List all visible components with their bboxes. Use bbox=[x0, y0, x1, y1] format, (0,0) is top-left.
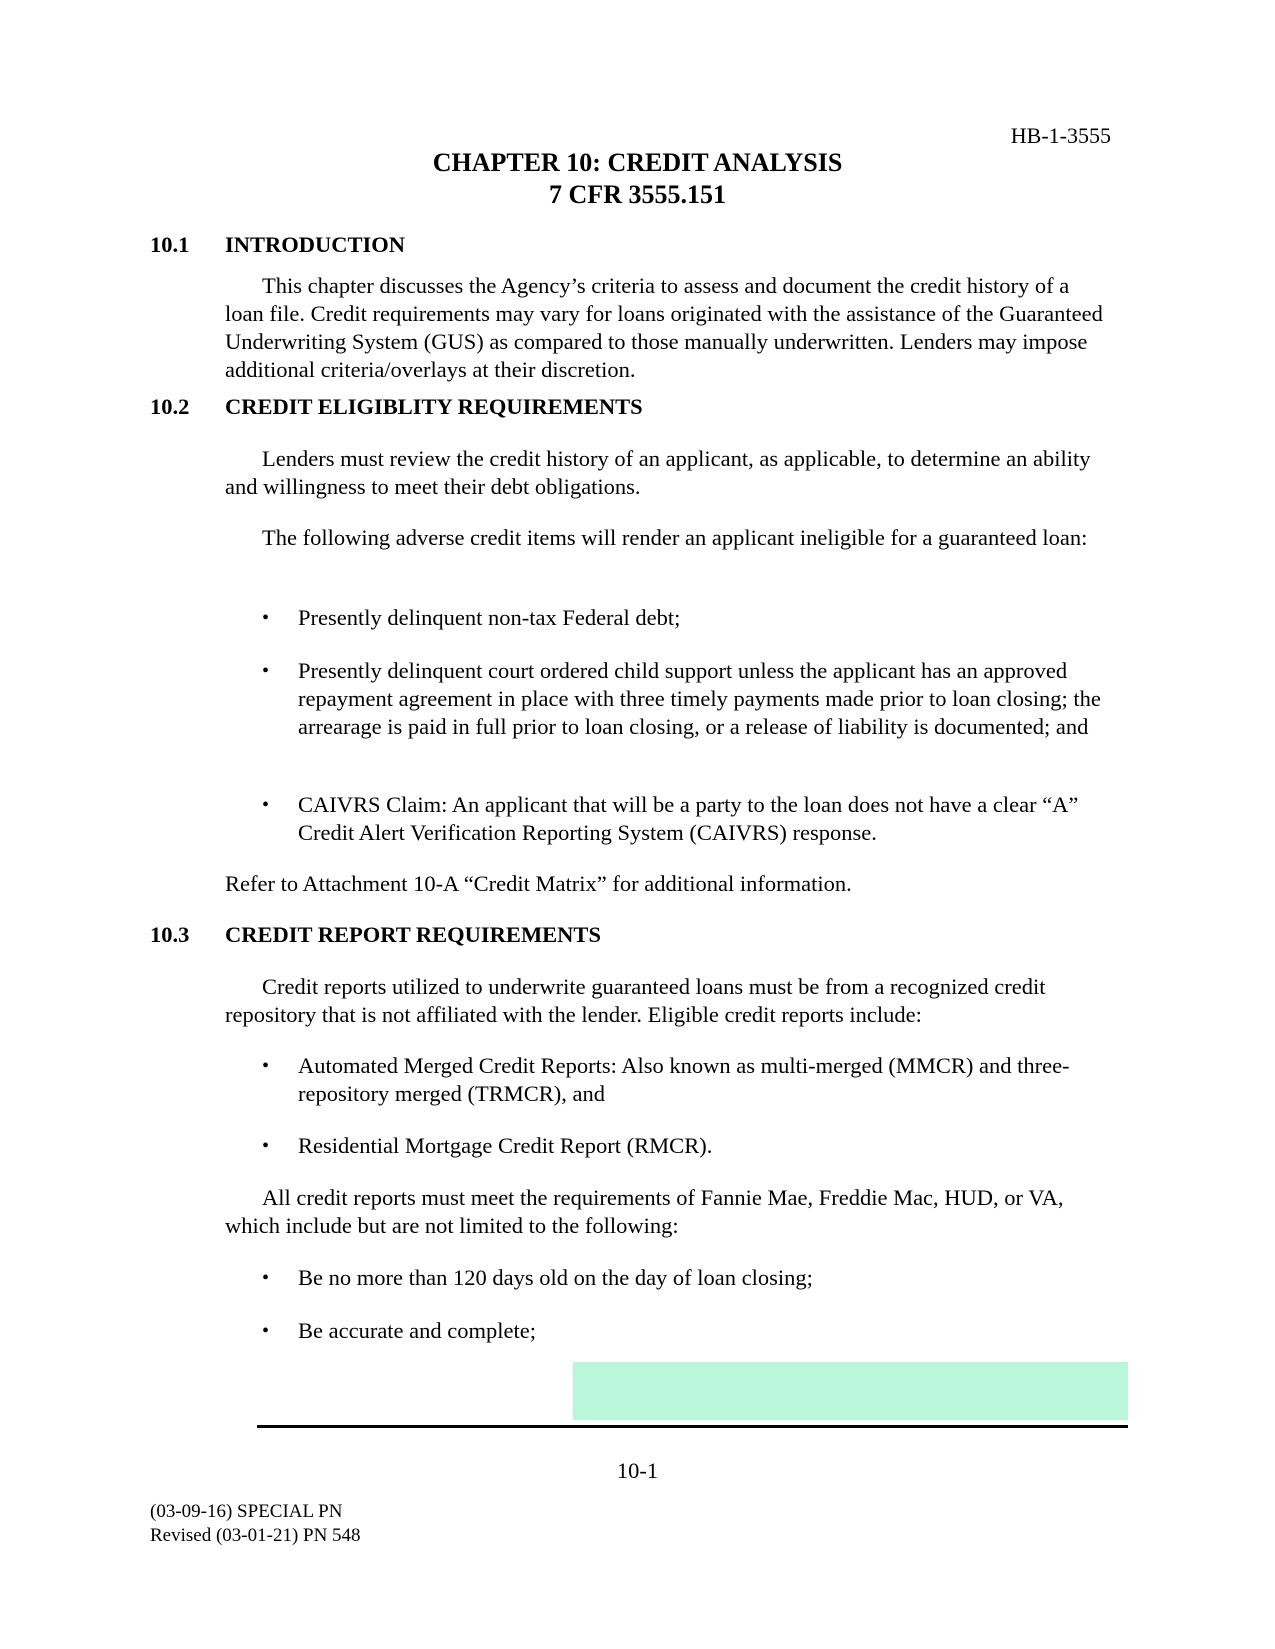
bullet-icon: • bbox=[262, 1135, 270, 1157]
section-heading-10-3 bbox=[150, 921, 601, 949]
section-number: 10.3 bbox=[150, 922, 190, 947]
section-title: INTRODUCTION bbox=[225, 232, 406, 257]
section-title: CREDIT REPORT REQUIREMENTS bbox=[225, 922, 601, 947]
bullet-icon: • bbox=[262, 1320, 270, 1342]
bullet-icon: • bbox=[262, 794, 270, 816]
credit-report-paragraph-2: All credit reports must meet the requirements of Fannie Mae, Freddie Mac, HUD, or VA, which include but are not limited to the following: bbox=[225, 1185, 1064, 1238]
page-number: 10-1 bbox=[616, 1458, 659, 1483]
chapter-title-line2: 7 CFR 3555.151 bbox=[549, 180, 726, 209]
chapter-title bbox=[0, 147, 1275, 211]
credit-report-paragraph-1: Credit reports utilized to underwrite guaranteed loans must be from a recognized credit repository that is not affiliated with the lender. Eligible credit reports include: bbox=[225, 974, 1046, 1027]
bullet-icon: • bbox=[262, 1267, 270, 1289]
eligibility-paragraph-1: Lenders must review the credit history of an applicant, as applicable, to determine an ability and willingness to meet their debt obligations. bbox=[225, 446, 1091, 499]
credit-matrix-reference: Refer to Attachment 10-A “Credit Matrix” for additional information. bbox=[225, 871, 852, 896]
section-heading-10-1 bbox=[150, 231, 405, 259]
bullet-icon: • bbox=[262, 607, 270, 629]
eligibility-paragraph-2: The following adverse credit items will render an applicant ineligible for a guaranteed loan: bbox=[262, 525, 1088, 550]
document-id: HB-1-3555 bbox=[1010, 123, 1111, 148]
highlight-box bbox=[573, 1362, 1128, 1420]
section-heading-10-2 bbox=[150, 393, 643, 421]
list-item: • CAIVRS Claim: An applicant that will be a party to the loan does not have a clear “A” Credit Alert Verification Reporting System (CAIVRS) response. bbox=[262, 792, 1079, 845]
list-item: • Be accurate and complete; bbox=[262, 1318, 536, 1343]
revision-line-1: (03-09-16) SPECIAL PN bbox=[150, 1501, 343, 1522]
chapter-title-line1: CHAPTER 10: CREDIT ANALYSIS bbox=[432, 148, 843, 177]
list-item: • Be no more than 120 days old on the day of loan closing; bbox=[262, 1265, 813, 1290]
section-number: 10.1 bbox=[150, 232, 190, 257]
intro-paragraph: This chapter discusses the Agency’s criteria to assess and document the credit history of a loan file. Credit requirements may vary for loans originated with the assistance of the Guaranteed Underwriting System (GUS) as compared to those manually underwritten. Lenders may impose additional criteria/overlays at their discretion. bbox=[225, 273, 1103, 382]
revision-line-2: Revised (03-01-21) PN 548 bbox=[150, 1525, 361, 1546]
bullet-icon: • bbox=[262, 1055, 270, 1077]
section-number: 10.2 bbox=[150, 394, 190, 419]
list-item: • Presently delinquent court ordered child support unless the applicant has an approved repayment agreement in place with three timely payments made prior to loan closing; the arrearage is paid in full prior to loan closing, or a release of liability is documented; and bbox=[262, 658, 1101, 739]
list-item: • Presently delinquent non-tax Federal debt; bbox=[262, 605, 681, 630]
bullet-icon: • bbox=[262, 660, 270, 682]
list-item: • Residential Mortgage Credit Report (RMCR). bbox=[262, 1133, 713, 1158]
footer-divider bbox=[257, 1425, 1128, 1428]
section-title: CREDIT ELIGIBLITY REQUIREMENTS bbox=[225, 394, 643, 419]
list-item: • Automated Merged Credit Reports: Also known as multi-merged (MMCR) and three-repository merged (TRMCR), and bbox=[262, 1053, 1070, 1106]
